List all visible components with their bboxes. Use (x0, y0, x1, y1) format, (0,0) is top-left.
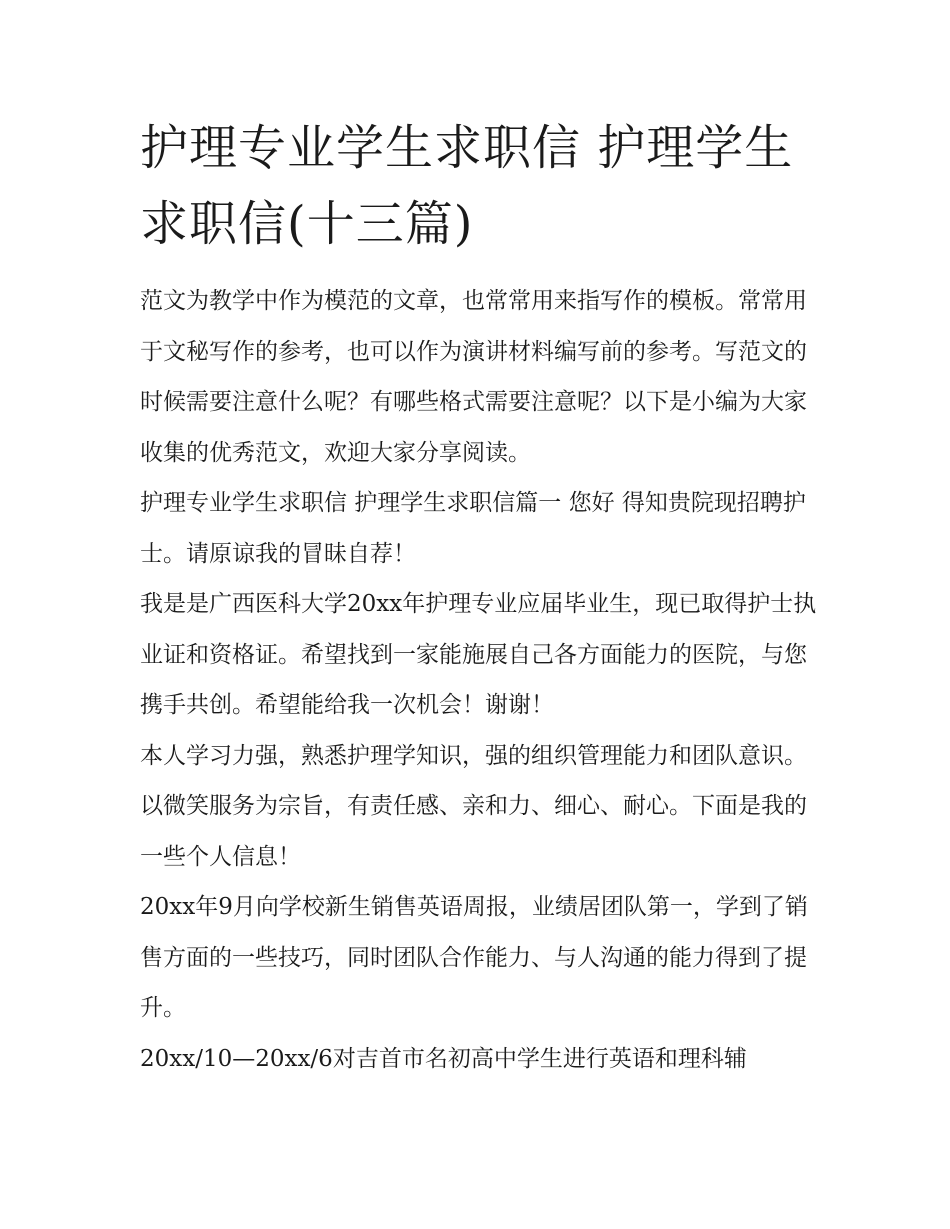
paragraph-greeting: 护理专业学生求职信 护理学生求职信篇一 您好 得知贵院现招聘护士。请原谅我的冒昧自荐！ (140, 490, 806, 567)
document-title: 护理专业学生求职信 护理学生求职信(十三篇) (140, 120, 794, 252)
paragraph-experience-sales: 20xx年9月向学校新生销售英语周报，业绩居团队第一，学到了销售方面的一些技巧，同时团队合作能力、与人沟通的能力得到了提升。 (140, 894, 808, 1021)
paragraph-intro: 范文为教学中作为模范的文章，也常常用来指写作的模板。常常用于文秘写作的参考，也可以作为演讲材料编写前的参考。写范文的时候需要注意什么呢？有哪些格式需要注意呢？以下是小编为大家收集的优秀范文，欢迎大家分享阅读。 (140, 288, 807, 466)
paragraph-abilities: 本人学习力强，熟悉护理学知识，强的组织管理能力和团队意识。以微笑服务为宗旨，有责任感、亲和力、细心、耐心。下面是我的一些个人信息！ (140, 742, 807, 870)
document-page (140, 110, 820, 1084)
paragraph-self-intro: 我是是广西医科大学20xx年护理专业应届毕业生，现已取得护士执业证和资格证。希望找到一家能施展自己各方面能力的医院，与您携手共创。希望能给我一次机会！谢谢！ (140, 591, 817, 718)
paragraph-experience-tutoring: 20xx/10—20xx/6对吉首市名初高中学生进行英语和理科辅 (140, 1045, 747, 1072)
